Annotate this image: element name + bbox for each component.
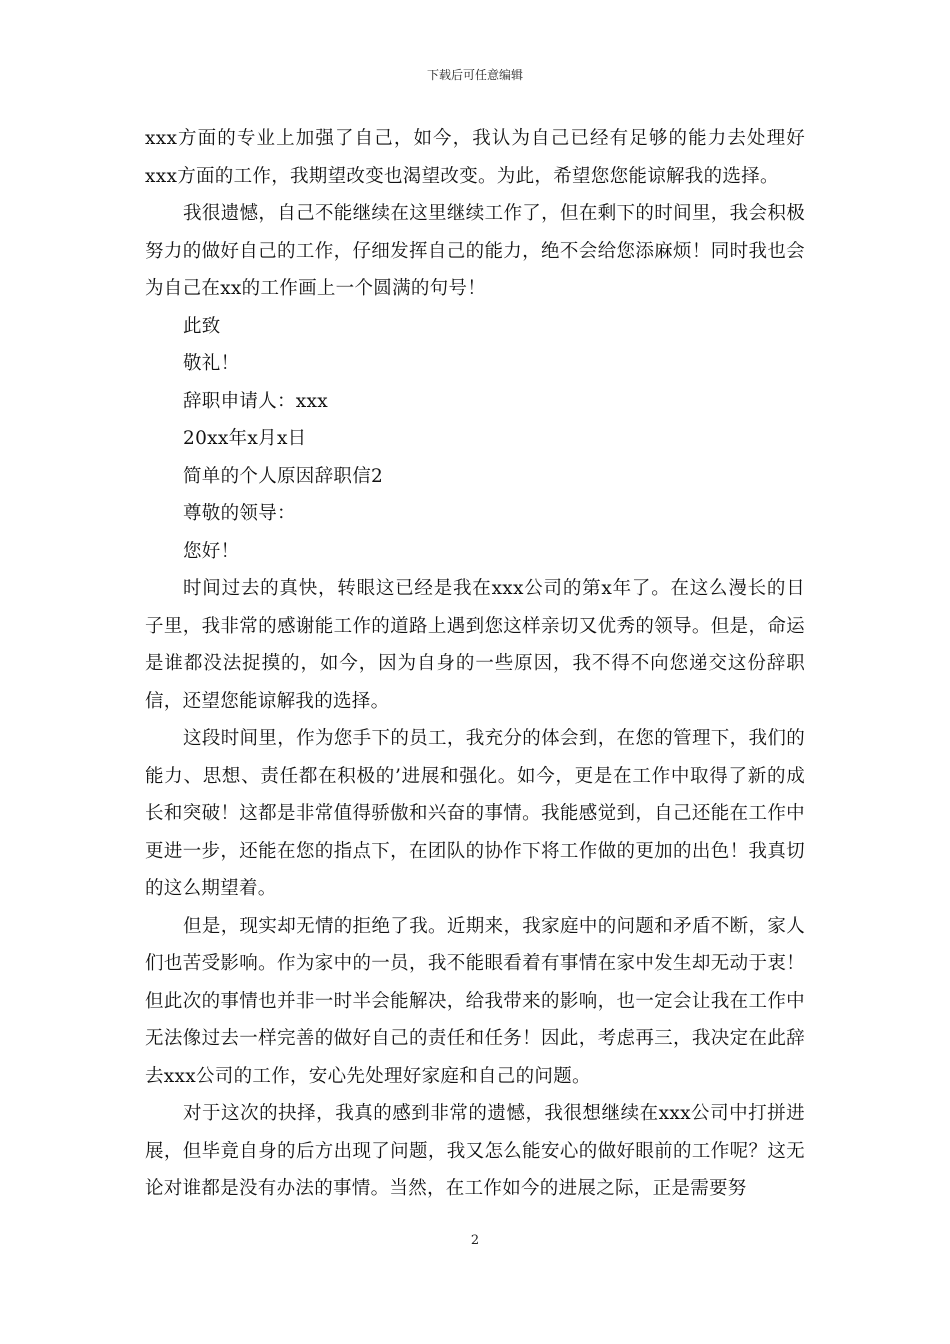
paragraph: xxx方面的专业上加强了自己，如今，我认为自己已经有足够的能力去处理好xxx方面的工作，我期望改变也渴望改变。为此，希望您您能谅解我的选择。 [145, 128, 805, 187]
section-title: 简单的个人原因辞职信2 [183, 465, 384, 487]
closing-salutation: 此致 [183, 315, 221, 337]
document-body [145, 120, 805, 1208]
paragraph: 这段时间里，作为您手下的员工，我充分的体会到，在您的管理下，我们的能力、思想、责任都在积极的’进展和强化。如今，更是在工作中取得了新的成长和突破！这都是非常值得骄傲和兴奋的事情。我能感觉到，自己还能在工作中更进一步，还能在您的指点下，在团队的协作下将工作做的更加的出色！我真切的这么期望着。 [145, 728, 805, 899]
paragraph: 但是，现实却无情的拒绝了我。近期来，我家庭中的问题和矛盾不断，家人们也苦受影响。作为家中的一员，我不能眼看着有事情在家中发生却无动于衷！但此次的事情也并非一时半会能解决，给我带来的影响，也一定会让我在工作中无法像过去一样完善的做好自己的责任和任务！因此，考虑再三，我决定在此辞去xxx公司的工作，安心先处理好家庭和自己的问题。 [145, 915, 805, 1087]
paragraph: 我很遗憾，自己不能继续在这里继续工作了，但在剩下的时间里，我会积极努力的做好自己的工作，仔细发挥自己的能力，绝不会给您添麻烦！同时我也会为自己在xx的工作画上一个圆满的句号！ [145, 203, 805, 299]
salutation: 尊敬的领导： [183, 503, 296, 524]
paragraph: 时间过去的真快，转眼这已经是我在xxx公司的第x年了。在这么漫长的日子里，我非常的感谢能工作的道路上遇到您这样亲切又优秀的领导。但是，命运是谁都没法捉摸的，如今，因为自身的一些原因，我不得不向您递交这份辞职信，还望您能谅解我的选择。 [145, 578, 805, 712]
closing-regards: 敬礼！ [183, 353, 240, 374]
paragraph: 对于这次的抉择，我真的感到非常的遗憾，我很想继续在xxx公司中打拼进展，但毕竟自身的后方出现了问题，我又怎么能安心的做好眼前的工作呢？这无论对谁都是没有办法的事情。当然，在工作如今的进展之际，正是需要努 [145, 1103, 805, 1199]
greeting: 您好！ [183, 540, 240, 562]
page-header: 下载后可任意编辑 [426, 68, 523, 82]
signature-line: 辞职申请人：xxx [183, 390, 329, 412]
date-line: 20xx年x月x日 [183, 428, 307, 449]
page-number: 2 [470, 1233, 480, 1248]
